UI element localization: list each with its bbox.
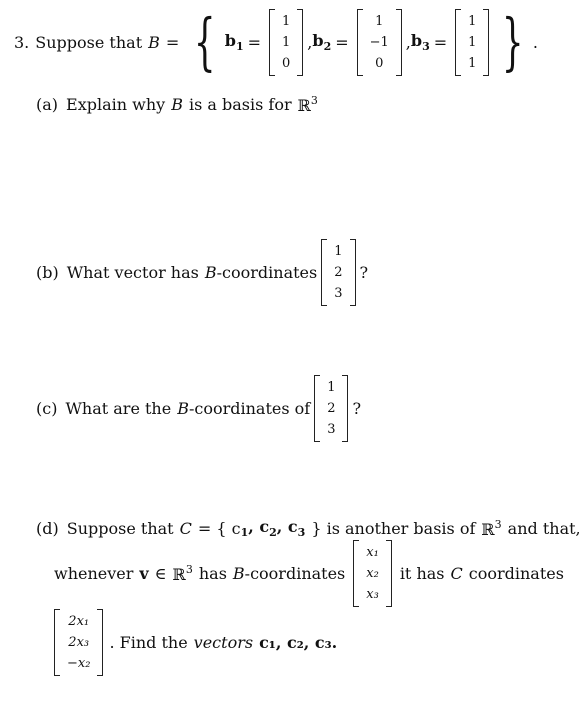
x-vector: x₁ x₂ x₃ [353, 540, 392, 607]
part-c-vector: 1 2 3 [314, 375, 348, 442]
part-b-label: (b) [36, 262, 59, 282]
problem-number: 3. [14, 32, 30, 52]
left-brace-icon: { [194, 5, 216, 78]
part-d-label: (d) [36, 518, 59, 538]
part-a: (a) Explain why B is a basis for ℝ$^3$ [36, 93, 318, 115]
b2-vector [357, 9, 402, 76]
part-a-label: (a) [36, 94, 59, 114]
y-vector: 2x₁ 2x₃ −x₂ [54, 609, 103, 676]
b2-entry: −1 [369, 34, 389, 50]
b1-vector [269, 9, 303, 76]
part-d-line2: whenever v ∈ ℝ$^3$ has B -coordinates x₁ x₂ x₃ it has C coordinates [54, 537, 564, 609]
part-b: (b) What vector has B -coordinates 1 2 3 ? [36, 236, 368, 308]
right-brace-icon: } [502, 5, 524, 78]
b3-label: $b_3$ [410, 31, 430, 53]
part-d-line3: 2x₁ 2x₃ −x₂ . Find the vectors c₁, c₂, c₃. [54, 606, 337, 678]
b3-vector [455, 9, 489, 76]
b2-entry: 1 [375, 13, 384, 29]
b2-label: $b_2$ [312, 31, 332, 53]
b2-entry: 0 [375, 55, 384, 71]
equals-sign: = [165, 32, 180, 52]
b1-entry: 1 [282, 13, 291, 29]
b3-entry: 1 [468, 55, 477, 71]
basis-symbol: B [148, 32, 160, 52]
b1-label: $b_1$ [224, 31, 244, 53]
b3-entry: 1 [468, 13, 477, 29]
b1-entry: 1 [282, 34, 291, 50]
b3-entry: 1 [468, 34, 477, 50]
part-d-line1: (d) Suppose that C = { c $_1$, $c_2$, $c_3$ } is another basis of ℝ$^3$ and that, [36, 517, 581, 539]
part-b-vector: 1 2 3 [321, 239, 355, 306]
part-c: (c) What are the B -coordinates of 1 2 3 ? [36, 372, 361, 444]
problem-statement: 3. Suppose that B = { $b_1$ = 1 1 0 , $b_2$ = 1 −1 0 , $b_3$ = 1 1 1 } . [14, 5, 538, 78]
b1-entry: 0 [282, 55, 291, 71]
problem-intro: Suppose that [35, 32, 143, 52]
part-c-label: (c) [36, 398, 58, 418]
